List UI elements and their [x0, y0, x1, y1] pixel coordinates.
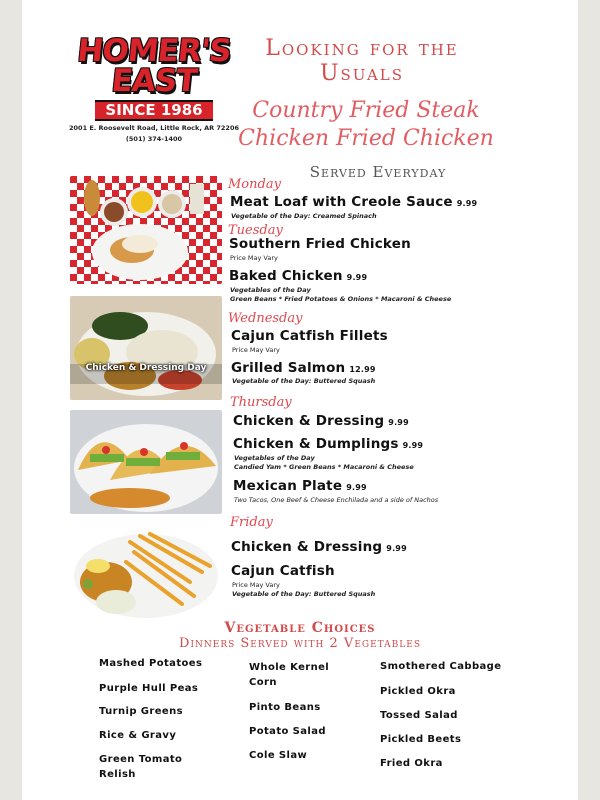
item-name: Grilled Salmon: [231, 360, 346, 376]
usual-item-1: Country Fried Steak: [252, 98, 480, 123]
menu-item-chicken-dumplings: [233, 436, 423, 454]
usual-item-2: Chicken Fried Chicken: [238, 126, 494, 151]
item-note: Green Beans * Fried Potatoes & Onions * Macaroni & Cheese: [230, 295, 452, 303]
item-name: Cajun Catfish Fillets: [231, 328, 388, 344]
day-friday: Friday: [230, 515, 273, 530]
item-price: 9.99: [386, 544, 407, 553]
item-note: Vegetable of the Day: Creamed Spinach: [231, 212, 377, 220]
item-name: Chicken & Dressing: [233, 413, 385, 429]
item-price: 9.99: [456, 199, 478, 208]
item-note: Price May Vary: [232, 346, 280, 354]
logo-since: SINCE 1986: [95, 100, 212, 121]
menu-item-meat-loaf: [230, 194, 477, 212]
food-photo-wednesday: [70, 296, 222, 400]
logo-name-line2: EAST: [109, 63, 199, 99]
homers-east-logo: [66, 33, 242, 143]
item-note: Vegetable of the Day: Buttered Squash: [232, 377, 376, 385]
headline: [244, 36, 480, 86]
menu-item-cajun-catfish: [231, 563, 335, 579]
day-thursday: Thursday: [230, 395, 292, 410]
item-price: 9.99: [388, 418, 409, 427]
logo-phone: (501) 374-1400: [125, 135, 183, 143]
item-price: 12.99: [349, 365, 376, 374]
day-wednesday: Wednesday: [228, 311, 303, 326]
item-name: Meat Loaf with Creole Sauce: [230, 194, 453, 210]
veg-item: Smothered Cabbage: [380, 661, 502, 672]
item-price: 9.99: [402, 441, 424, 450]
item-name: Southern Fried Chicken: [229, 236, 411, 252]
item-price: 9.99: [346, 273, 368, 282]
item-note: Vegetable of the Day: Buttered Squash: [232, 590, 376, 598]
food-photo-friday: [70, 522, 222, 620]
veg-item: Tossed Salad: [380, 710, 458, 721]
item-note: Vegetables of the Day: [234, 454, 315, 462]
veg-item: Purple Hull Peas: [99, 683, 199, 694]
item-price: 9.99: [346, 483, 367, 492]
menu-item-mexican-plate: [233, 478, 367, 496]
item-name: Mexican Plate: [233, 478, 343, 494]
vegetable-choices-subtitle: Dinners Served with 2 Vegetables: [179, 636, 421, 651]
item-name: Chicken & Dumplings: [233, 436, 399, 452]
item-note: Candied Yam * Green Beans * Macaroni & Cheese: [234, 463, 414, 471]
item-note: Vegetables of the Day: [230, 286, 311, 294]
logo-name-line1: HOMER'S: [75, 33, 233, 69]
menu-item-grilled-salmon: [231, 360, 376, 378]
veg-item: Pinto Beans: [249, 702, 321, 713]
veg-item: Pickled Okra: [380, 686, 456, 697]
veg-item: Green Tomato Relish: [99, 754, 183, 780]
item-note: Two Tacos, One Beef & Cheese Enchilada and a side of Nachos: [234, 496, 439, 504]
item-name: Baked Chicken: [229, 268, 343, 284]
headline-line2: Usuals: [319, 61, 405, 86]
veg-item: Mashed Potatoes: [99, 658, 203, 669]
logo-address: 2001 E. Roosevelt Road, Little Rock, AR 72206: [69, 124, 239, 132]
item-name: Cajun Catfish: [231, 563, 335, 579]
day-monday: Monday: [228, 177, 281, 192]
menu-item-southern-fried-chicken: [229, 236, 411, 252]
headline-line1: Looking for the: [265, 36, 459, 61]
food-photo-monday: [70, 176, 222, 284]
veg-item: Pickled Beets: [380, 734, 462, 745]
vegetable-choices-title: Vegetable Choices: [224, 620, 376, 636]
veg-item: Cole Slaw: [249, 750, 308, 761]
menu-item-chicken-dressing: [233, 413, 409, 431]
served-everyday: Served Everyday: [309, 163, 447, 181]
menu-item-cajun-catfish-fillets: [231, 328, 388, 344]
day-tuesday: Tuesday: [228, 223, 283, 238]
menu-item-chicken-dressing-friday: [231, 539, 407, 557]
veg-item: Rice & Gravy: [99, 730, 177, 741]
food-photo-thursday: [70, 410, 222, 514]
item-name: Chicken & Dressing: [231, 539, 383, 555]
veg-item: Fried Okra: [380, 758, 443, 769]
veg-item: Whole Kernel Corn: [249, 662, 330, 688]
photo-caption: Chicken & Dressing Day: [85, 363, 207, 373]
menu-item-baked-chicken: [229, 268, 367, 286]
item-note: Price May Vary: [230, 254, 278, 262]
item-note: Price May Vary: [232, 581, 280, 589]
veg-item: Turnip Greens: [99, 706, 183, 717]
veg-item: Potato Salad: [249, 726, 326, 737]
